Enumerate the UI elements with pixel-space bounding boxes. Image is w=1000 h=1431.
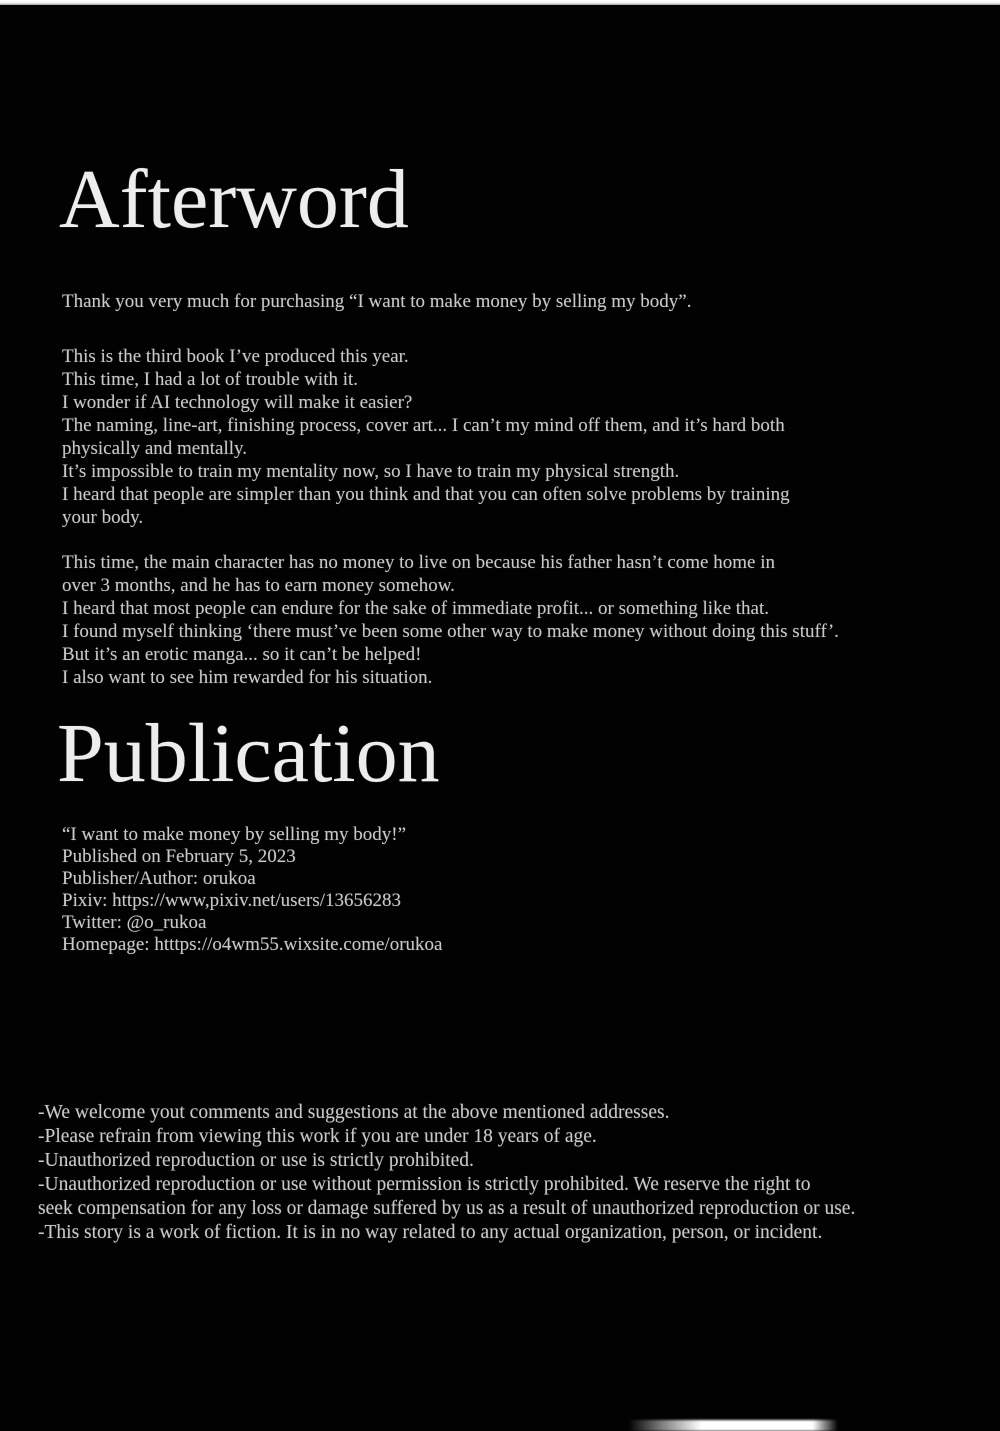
text-line: I also want to see him rewarded for his situation. (62, 667, 433, 688)
note-line: -Unauthorized reproduction or use without permission is strictly prohibited. We reserve the right to (38, 1174, 811, 1195)
note-line: -Unauthorized reproduction or use is strictly prohibited. (38, 1150, 474, 1171)
legal-notes (38, 1101, 855, 1245)
afterword-heading: Afterword (59, 153, 409, 246)
text-line: The naming, line-art, finishing process, cover art... I can’t my mind off them, and it’s hard both (62, 415, 785, 436)
text-line: I heard that people are simpler than you think and that you can often solve problems by training (62, 484, 790, 505)
note-line: -We welcome yout comments and suggestions at the above mentioned addresses. (38, 1102, 670, 1123)
publication-twitter-handle: Twitter: @o_rukoa (62, 912, 207, 933)
text-line: This time, the main character has no money to live on because his father hasn’t come home in (62, 552, 775, 573)
note-line: -This story is a work of fiction. It is in no way related to any actual organization, person, or incident. (38, 1222, 823, 1243)
text-line: But it’s an erotic manga... so it can’t be helped! (62, 644, 422, 665)
text-line: This time, I had a lot of trouble with it. (62, 369, 359, 390)
publication-details (62, 824, 442, 956)
text-line: It’s impossible to train my mentality now, so I have to train my physical strength. (62, 461, 680, 482)
note-line: seek compensation for any loss or damage suffered by us as a result of unauthorized reproduction or use. (38, 1198, 856, 1219)
publication-heading: Publication (57, 707, 440, 800)
text-line: This is the third book I’ve produced this year. (62, 346, 409, 367)
paragraph-production-trouble (62, 345, 790, 529)
scan-edge-glow-bottom (628, 1420, 838, 1431)
text-line: over 3 months, and he has to earn money somehow. (62, 575, 455, 596)
publication-author: Publisher/Author: orukoa (62, 868, 256, 889)
publication-homepage-url: Homepage: htttps://o4wm55.wixsite.come/orukoa (62, 934, 443, 955)
text-line: I found myself thinking ‘there must’ve been some other way to make money without doing this stuff’. (62, 621, 839, 642)
text-line: physically and mentally. (62, 438, 248, 459)
text-line: I heard that most people can endure for the sake of immediate profit... or something like that. (62, 598, 769, 619)
scan-edge-strip-top (0, 0, 1000, 5)
text-line: your body. (62, 507, 144, 528)
paragraph-story-comment (62, 551, 839, 689)
note-line: -Please refrain from viewing this work if you are under 18 years of age. (38, 1126, 597, 1147)
publication-book-title: “I want to make money by selling my body!” (62, 824, 407, 845)
intro-paragraph: Thank you very much for purchasing “I want to make money by selling my body”. (62, 291, 692, 312)
publication-date: Published on February 5, 2023 (62, 846, 296, 867)
publication-pixiv-url: Pixiv: https://www,pixiv.net/users/13656283 (62, 890, 402, 911)
text-line: I wonder if AI technology will make it easier? (62, 392, 413, 413)
